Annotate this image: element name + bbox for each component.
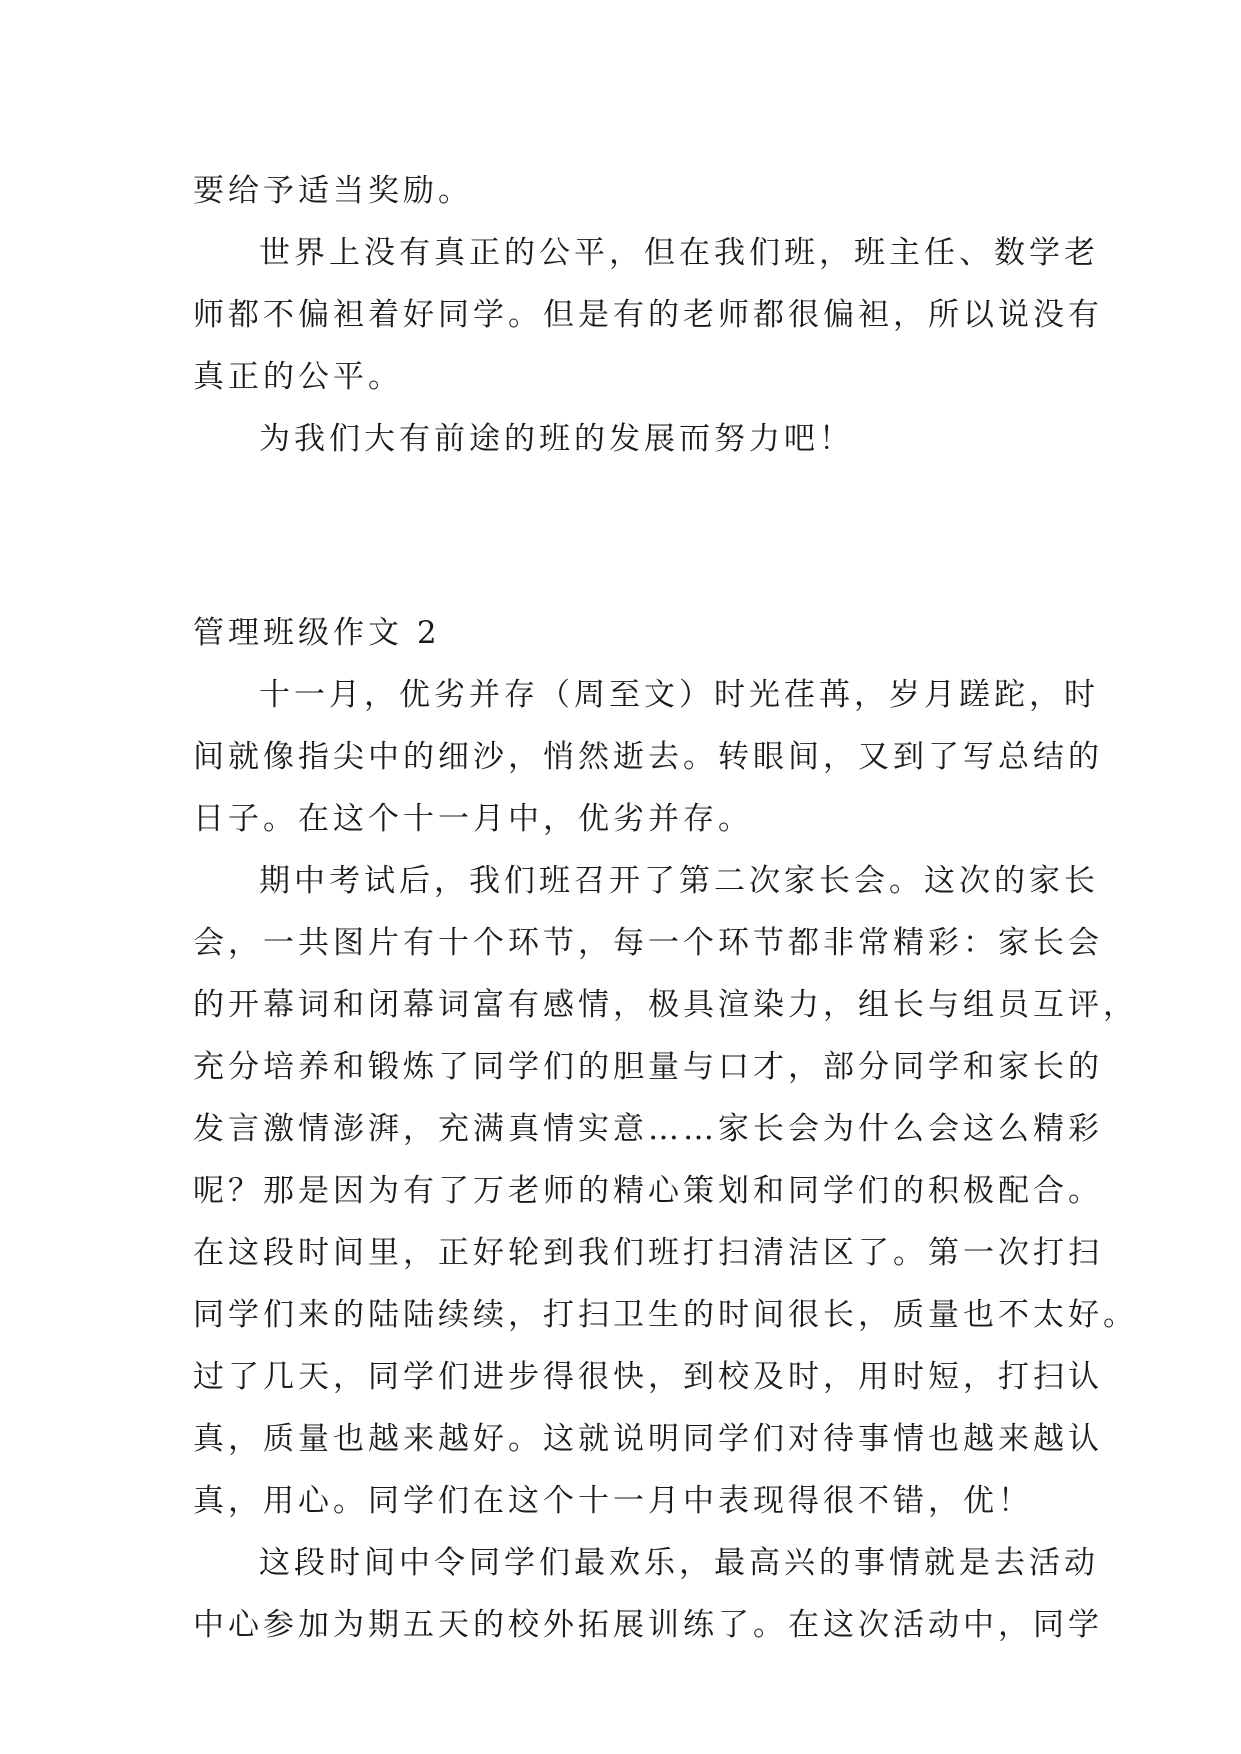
paragraph-line: 在这段时间里，正好轮到我们班打扫清洁区了。第一次打扫 (193, 1235, 1103, 1271)
paragraph-line: 师都不偏袒着好同学。但是有的老师都很偏袒，所以说没有 (193, 297, 1103, 333)
paragraph-line: 真，质量也越来越好。这就说明同学们对待事情也越来越认 (193, 1421, 1103, 1457)
paragraph-line: 日子。在这个十一月中，优劣并存。 (193, 801, 753, 837)
paragraph-line: 同学们来的陆陆续续，打扫卫生的时间很长，质量也不太好。 (193, 1297, 1138, 1333)
paragraph-line: 世界上没有真正的公平，但在我们班，班主任、数学老 (259, 235, 1099, 271)
paragraph-line: 发言激情澎湃，充满真情实意……家长会为什么会这么精彩 (193, 1111, 1103, 1147)
paragraph-line: 真正的公平。 (193, 359, 403, 395)
paragraph-line: 这段时间中令同学们最欢乐，最高兴的事情就是去活动 (259, 1545, 1099, 1581)
paragraph-line: 充分培养和锻炼了同学们的胆量与口才，部分同学和家长的 (193, 1049, 1103, 1085)
paragraph-line: 间就像指尖中的细沙，悄然逝去。转眼间，又到了写总结的 (193, 739, 1103, 775)
paragraph-line: 呢？那是因为有了万老师的精心策划和同学们的积极配合。 (193, 1173, 1103, 1209)
section-spacer (193, 470, 1053, 602)
paragraph-line: 十一月，优劣并存（周至文）时光荏苒，岁月蹉跎，时 (259, 677, 1099, 713)
document-body (193, 160, 1138, 1656)
section-heading: 管理班级作文 2 (193, 615, 441, 651)
paragraph-line: 真，用心。同学们在这个十一月中表现得很不错，优！ (193, 1483, 1033, 1519)
paragraph-line: 为我们大有前途的班的发展而努力吧！ (259, 421, 854, 457)
paragraph-line: 要给予适当奖励。 (193, 173, 473, 209)
paragraph-line: 的开幕词和闭幕词富有感情，极具渲染力，组长与组员互评， (193, 987, 1138, 1023)
paragraph-line: 中心参加为期五天的校外拓展训练了。在这次活动中，同学 (193, 1607, 1103, 1643)
paragraph-line: 会，一共图片有十个环节，每一个环节都非常精彩：家长会 (193, 925, 1103, 961)
paragraph-line: 过了几天，同学们进步得很快，到校及时，用时短，打扫认 (193, 1359, 1103, 1395)
paragraph-line: 期中考试后，我们班召开了第二次家长会。这次的家长 (259, 863, 1099, 899)
